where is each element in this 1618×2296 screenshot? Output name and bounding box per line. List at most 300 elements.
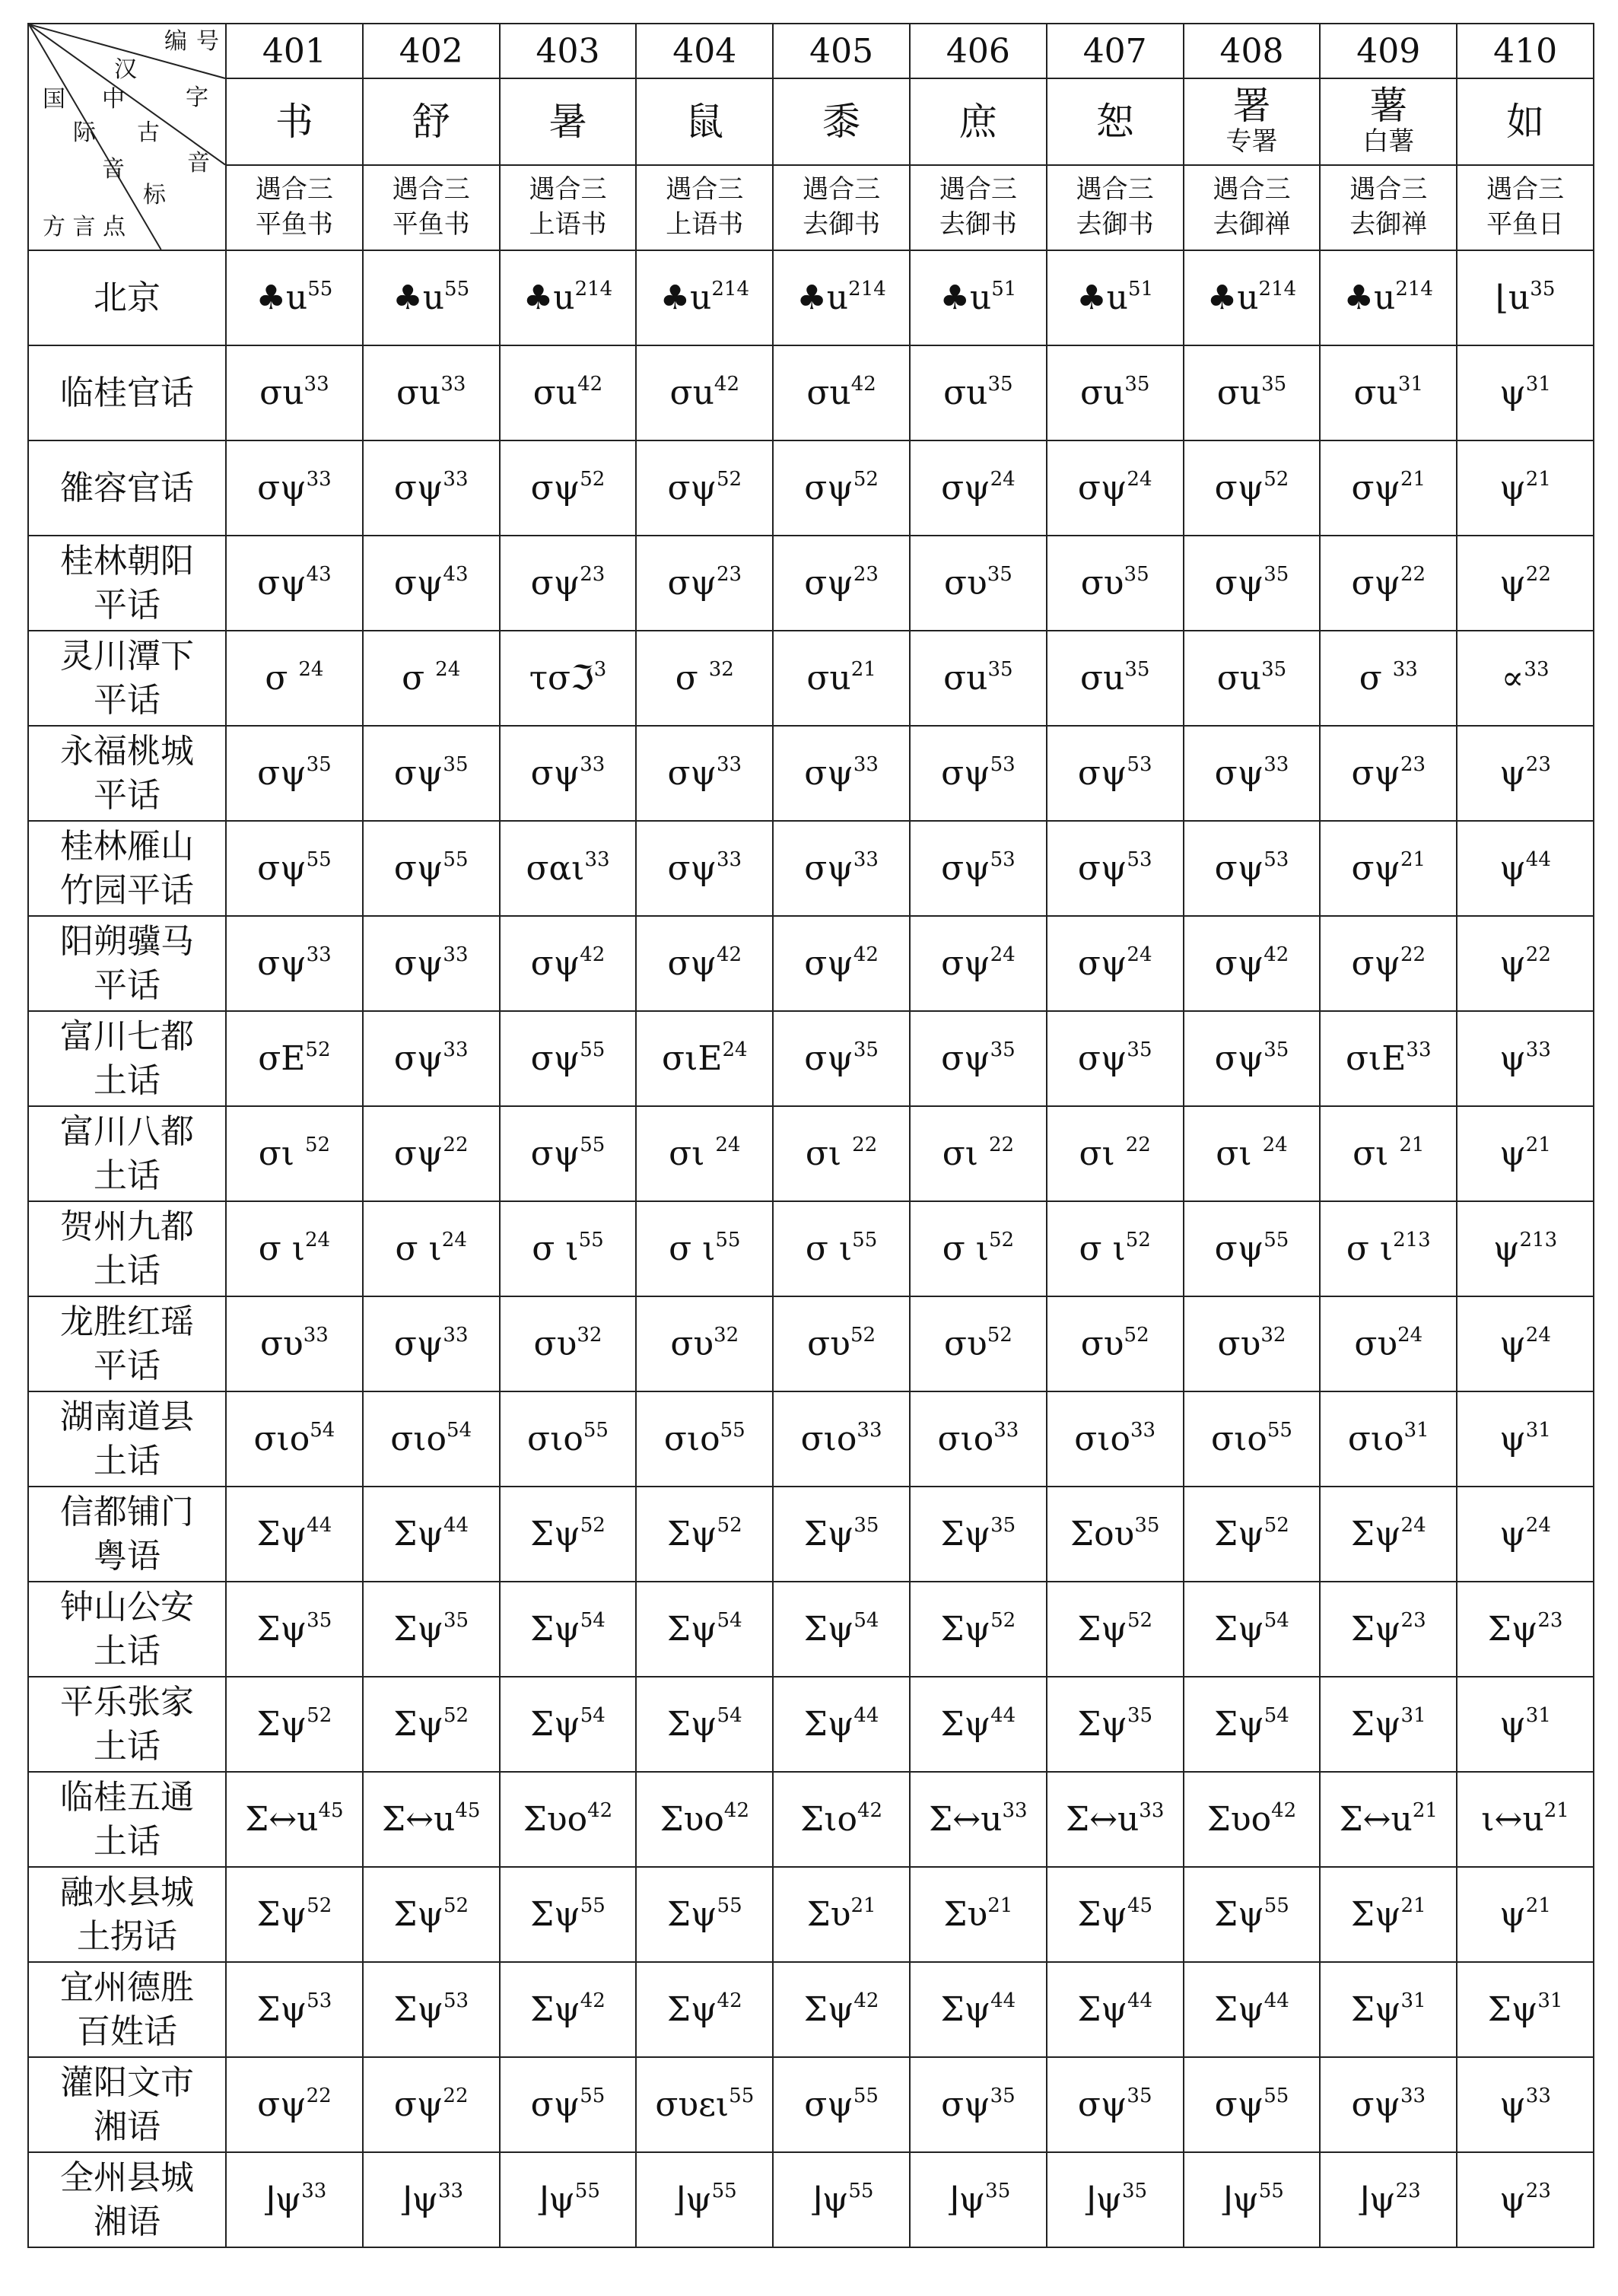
- ipa-transcription: Σψ: [1350, 1990, 1401, 2029]
- tone-value: 35: [987, 658, 1013, 681]
- pronunciation-cell: [226, 2057, 363, 2152]
- tone-value: 213: [1519, 1229, 1558, 1251]
- pronunciation-cell: [1320, 2152, 1457, 2247]
- dialect-point-line: 平话: [94, 1346, 161, 1385]
- tone-value: 24: [1525, 1324, 1551, 1347]
- tone-value: 33: [440, 373, 466, 396]
- tone-value: 43: [443, 563, 469, 586]
- pronunciation-cell: [363, 916, 500, 1011]
- tone-value: 33: [1524, 658, 1550, 681]
- table-row: [28, 1487, 1594, 1582]
- pronunciation-cell: [363, 536, 500, 631]
- ipa-transcription: σιο: [390, 1420, 447, 1458]
- column-character: [910, 78, 1047, 165]
- dialect-point-line: 宜州德胜: [60, 1968, 194, 2008]
- pronunciation-cell: [1320, 1391, 1457, 1487]
- tone-value: 22: [1400, 563, 1426, 586]
- ipa-transcription: σψ: [393, 754, 443, 793]
- column-character: [500, 78, 637, 165]
- pronunciation-cell: [500, 440, 637, 536]
- pronunciation-cell: [773, 1106, 910, 1201]
- ipa-transcription: Σψ: [1077, 1990, 1127, 2029]
- ipa-transcription: σ: [675, 659, 709, 698]
- pronunciation-cell: [363, 1391, 500, 1487]
- ipa-transcription: Σιο: [800, 1800, 857, 1839]
- dialect-point-line: 灵川潭下: [60, 637, 194, 676]
- dialect-point-line: 阳朔骥马: [60, 922, 194, 962]
- column-character: [1184, 78, 1321, 165]
- ipa-transcription: σψ: [1214, 469, 1264, 507]
- ipa-transcription: σψ: [1214, 754, 1264, 793]
- header-row-classification: [28, 165, 1594, 250]
- ipa-transcription: ♣u: [256, 278, 308, 317]
- tone-value: 35: [1127, 1038, 1152, 1061]
- ipa-transcription: Σψ: [803, 1515, 854, 1553]
- classification-line: 平鱼日: [1486, 209, 1565, 240]
- ipa-transcription: σψ: [667, 849, 717, 888]
- tone-value: 35: [1264, 563, 1289, 586]
- pronunciation-cell: [910, 536, 1047, 631]
- pronunciation-cell: [636, 2057, 773, 2152]
- ipa-transcription: σψ: [1214, 944, 1264, 983]
- pronunciation-cell: [773, 250, 910, 345]
- pronunciation-cell: [1457, 1962, 1594, 2057]
- ipa-transcription: σιο: [663, 1420, 720, 1458]
- dialect-point-line: 桂林朝阳: [60, 542, 194, 581]
- classification-line: 平鱼书: [255, 209, 333, 240]
- pronunciation-cell: [500, 1011, 637, 1106]
- classification-line: 遇合三: [392, 174, 470, 205]
- ipa-transcription: Συο: [660, 1800, 724, 1839]
- pronunciation-cell: [363, 1201, 500, 1296]
- pronunciation-cell: [500, 1677, 637, 1772]
- pronunciation-cell: [1047, 1487, 1184, 1582]
- tone-value: 35: [985, 2180, 1011, 2202]
- tone-value: 55: [444, 278, 470, 301]
- ipa-transcription: Συο: [1206, 1800, 1272, 1839]
- ipa-transcription: Σ↔u: [381, 1800, 456, 1839]
- pronunciation-cell: [363, 631, 500, 726]
- tone-value: 33: [584, 848, 610, 871]
- pronunciation-cell: [363, 345, 500, 440]
- column-character: [1320, 78, 1457, 165]
- dialect-point-line: 百姓话: [77, 2011, 177, 2051]
- tone-value: 21: [1400, 1894, 1426, 1917]
- tone-value: 35: [1264, 1038, 1289, 1061]
- tone-value: 55: [853, 2085, 879, 2107]
- classification-line: 遇合三: [939, 174, 1017, 205]
- dialect-point: [28, 2057, 226, 2152]
- tone-value: 33: [717, 753, 742, 776]
- pronunciation-cell: [500, 1296, 637, 1391]
- ipa-transcription: ♣u: [796, 278, 849, 317]
- ipa-transcription: σψ: [1351, 469, 1400, 507]
- ipa-transcription: ψ: [1499, 469, 1526, 507]
- tone-value: 42: [580, 943, 606, 966]
- column-classification: [1047, 165, 1184, 250]
- corner-word: 编: [164, 28, 187, 55]
- corner-word: 古: [137, 119, 160, 146]
- dialect-point-line: 土话: [94, 1061, 161, 1100]
- dialect-point: [28, 1106, 226, 1201]
- tone-value: 33: [437, 2180, 464, 2202]
- pronunciation-cell: [910, 1391, 1047, 1487]
- tone-value: 44: [854, 1704, 879, 1727]
- tone-value: 33: [1002, 1799, 1028, 1822]
- ipa-transcription: σψ: [804, 849, 854, 888]
- tone-value: 55: [578, 1229, 604, 1251]
- ipa-transcription: σψ: [393, 469, 443, 507]
- tone-value: 23: [1400, 1609, 1426, 1632]
- pronunciation-cell: [1320, 1677, 1457, 1772]
- column-number: 402: [363, 24, 500, 78]
- ipa-transcription: σψ: [257, 2085, 307, 2124]
- tone-value: 55: [1264, 2085, 1289, 2107]
- pronunciation-cell: [910, 1011, 1047, 1106]
- pronunciation-cell: [226, 1391, 363, 1487]
- pronunciation-cell: [1047, 2152, 1184, 2247]
- pronunciation-cell: [1047, 2057, 1184, 2152]
- tone-value: 24: [435, 658, 461, 681]
- ipa-transcription: συ: [670, 1324, 714, 1363]
- ipa-transcription: Σψ: [256, 1990, 307, 2029]
- ipa-transcription: σιο: [800, 1420, 857, 1458]
- tone-value: 23: [1525, 2180, 1551, 2202]
- tone-value: 55: [852, 1229, 878, 1251]
- pronunciation-cell: [910, 631, 1047, 726]
- ipa-transcription: σψ: [1351, 564, 1400, 603]
- ipa-transcription: Σ↔u: [929, 1800, 1003, 1839]
- tone-value: 24: [715, 1134, 741, 1156]
- tone-value: 55: [848, 2180, 874, 2202]
- ipa-transcription: σψ: [1351, 754, 1400, 793]
- pronunciation-cell: [1457, 916, 1594, 1011]
- classification-line: 遇合三: [529, 174, 607, 205]
- ipa-transcription: σψ: [1077, 944, 1127, 983]
- ipa-transcription: Σψ: [393, 1610, 443, 1649]
- dialect-point: [28, 1391, 226, 1487]
- column-character: [363, 78, 500, 165]
- pronunciation-cell: [363, 2152, 500, 2247]
- pronunciation-cell: [910, 250, 1047, 345]
- tone-value: 23: [1537, 1609, 1563, 1632]
- ipa-transcription: σu: [1216, 374, 1262, 412]
- tone-value: 31: [1525, 1419, 1551, 1442]
- ipa-transcription: σψ: [393, 1039, 443, 1078]
- ipa-transcription: σιE: [1346, 1039, 1407, 1078]
- classification-line: 去御禅: [1213, 209, 1291, 240]
- dialect-point: [28, 631, 226, 726]
- tone-value: 44: [1264, 1989, 1289, 2012]
- dialect-point-line: 粤语: [94, 1536, 161, 1576]
- pronunciation-cell: [1047, 440, 1184, 536]
- tone-value: 52: [304, 1134, 331, 1156]
- tone-value: 54: [447, 1419, 472, 1442]
- corner-word: 国: [43, 86, 65, 113]
- ipa-transcription: σψ: [1077, 754, 1127, 793]
- tone-value: 35: [307, 1609, 332, 1632]
- tone-value: 33: [857, 1419, 882, 1442]
- pronunciation-cell: [226, 726, 363, 821]
- ipa-transcription: σψ: [530, 1134, 580, 1173]
- pronunciation-cell: [1457, 345, 1594, 440]
- tone-value: 23: [1525, 753, 1551, 776]
- character-glyph: 薯: [1369, 84, 1408, 129]
- tone-value: 55: [715, 1229, 741, 1251]
- ipa-transcription: Σψ: [1214, 1610, 1264, 1649]
- dialect-point: [28, 1011, 226, 1106]
- pronunciation-cell: [773, 1296, 910, 1391]
- ipa-transcription: σψ: [1214, 1229, 1264, 1268]
- ipa-transcription: σψ: [393, 1324, 443, 1363]
- dialect-point-line: 湖南道县: [60, 1398, 194, 1437]
- pronunciation-cell: [910, 345, 1047, 440]
- pronunciation-cell: [773, 1677, 910, 1772]
- ipa-transcription: σιο: [1074, 1420, 1131, 1458]
- tone-value: 44: [1127, 1989, 1153, 2012]
- ipa-transcription: σ: [265, 659, 299, 698]
- dialect-point: [28, 1962, 226, 2057]
- pronunciation-cell: [910, 1677, 1047, 1772]
- ipa-transcription: σ ι: [669, 1229, 716, 1268]
- ipa-transcription: συ: [807, 1324, 850, 1363]
- ipa-transcription: σψ: [804, 469, 854, 507]
- ipa-transcription: σψ: [257, 944, 307, 983]
- tone-value: 31: [1400, 1704, 1426, 1727]
- table-row: [28, 1391, 1594, 1487]
- tone-value: 33: [993, 1419, 1019, 1442]
- ipa-transcription: Σ↔u: [1065, 1800, 1140, 1839]
- dialect-point-line: 临桂官话: [60, 373, 194, 412]
- tone-value: 55: [1258, 2180, 1284, 2202]
- tone-value: 24: [990, 468, 1016, 491]
- tone-value: 53: [990, 753, 1016, 776]
- table-row: [28, 2057, 1594, 2152]
- ipa-transcription: σι: [1079, 1134, 1126, 1173]
- tone-value: 32: [708, 658, 734, 681]
- ipa-transcription: σι: [805, 1134, 853, 1173]
- ipa-transcription: σψ: [1351, 2085, 1400, 2124]
- pronunciation-cell: [1457, 1677, 1594, 1772]
- table-row: [28, 631, 1594, 726]
- pronunciation-cell: [1320, 440, 1457, 536]
- dialect-point-line: 平话: [94, 965, 161, 1005]
- pronunciation-cell: [910, 1106, 1047, 1201]
- tone-value: 213: [1393, 1229, 1431, 1251]
- tone-value: 53: [990, 848, 1016, 871]
- ipa-transcription: σu: [259, 374, 304, 412]
- pronunciation-cell: [1047, 1296, 1184, 1391]
- dialect-point-line: 全州县城: [60, 2158, 194, 2198]
- tone-value: 42: [1271, 1799, 1297, 1822]
- ipa-transcription: σu: [943, 659, 988, 698]
- ipa-transcription: σψ: [804, 1039, 854, 1078]
- tone-value: 52: [443, 1704, 469, 1727]
- ipa-transcription: συ: [533, 1324, 577, 1363]
- pronunciation-cell: [636, 1962, 773, 2057]
- tone-value: 35: [990, 2085, 1016, 2107]
- tone-value: 42: [853, 943, 879, 966]
- dialect-point-line: 土话: [94, 1156, 161, 1195]
- character-note: 专署: [1225, 126, 1278, 157]
- ipa-transcription: Σψ: [530, 1610, 580, 1649]
- classification-line: 遇合三: [255, 174, 333, 205]
- pronunciation-cell: [363, 726, 500, 821]
- ipa-transcription: Σψ: [393, 1705, 443, 1744]
- pronunciation-cell: [1457, 726, 1594, 821]
- ipa-transcription: ♣u: [1206, 278, 1259, 317]
- pronunciation-cell: [1047, 821, 1184, 916]
- tone-value: 33: [853, 848, 879, 871]
- ipa-transcription: ψ: [1499, 944, 1526, 983]
- tone-value: 35: [443, 753, 469, 776]
- pronunciation-cell: [1320, 916, 1457, 1011]
- ipa-transcription: σψ: [530, 2085, 580, 2124]
- tone-value: 24: [298, 658, 324, 681]
- pronunciation-cell: [636, 1011, 773, 1106]
- pronunciation-cell: [910, 440, 1047, 536]
- tone-value: 33: [1400, 2085, 1426, 2107]
- pronunciation-cell: [1184, 1296, 1321, 1391]
- tone-value: 52: [1264, 1514, 1289, 1537]
- pronunciation-cell: [1047, 1391, 1184, 1487]
- ipa-transcription: σ: [1359, 659, 1393, 698]
- pronunciation-cell: [910, 1772, 1047, 1867]
- tone-value: 55: [729, 2085, 755, 2107]
- corner-word: 音: [102, 156, 125, 183]
- ipa-transcription: συ: [1080, 564, 1124, 603]
- dialect-point: [28, 1201, 226, 1296]
- tone-value: 42: [717, 1989, 742, 2012]
- tone-value: 55: [1264, 1894, 1289, 1917]
- pronunciation-cell: [500, 250, 637, 345]
- tone-value: 44: [443, 1514, 469, 1537]
- classification-line: 遇合三: [666, 174, 744, 205]
- tone-value: 52: [1264, 468, 1289, 491]
- pronunciation-cell: [773, 2152, 910, 2247]
- ipa-transcription: ψ: [1499, 1039, 1526, 1078]
- ipa-transcription: Σψ: [666, 1610, 717, 1649]
- pronunciation-cell: [226, 1867, 363, 1962]
- classification-line: 去御书: [939, 209, 1017, 240]
- ipa-transcription: ψ: [1499, 2085, 1526, 2124]
- tone-value: 35: [1127, 2085, 1152, 2107]
- tone-value: 52: [853, 468, 879, 491]
- tone-value: 22: [1525, 563, 1551, 586]
- tone-value: 22: [852, 1134, 878, 1156]
- ipa-transcription: Συο: [523, 1800, 588, 1839]
- pronunciation-cell: [1184, 250, 1321, 345]
- dialect-point-line: 竹园平话: [60, 870, 194, 910]
- pronunciation-cell: [636, 1582, 773, 1677]
- tone-value: 214: [1395, 278, 1433, 301]
- tone-value: 54: [1264, 1609, 1289, 1632]
- pronunciation-cell: [1457, 440, 1594, 536]
- tone-value: 42: [717, 943, 742, 966]
- ipa-transcription: σ ι: [395, 1229, 442, 1268]
- column-classification: [1320, 165, 1457, 250]
- tone-value: 53: [443, 1989, 469, 2012]
- table-row: [28, 726, 1594, 821]
- ipa-transcription: συει: [655, 2085, 730, 2124]
- pronunciation-cell: [773, 1391, 910, 1487]
- ipa-transcription: ⌊u: [1495, 278, 1531, 317]
- tone-value: 33: [306, 468, 332, 491]
- pronunciation-cell: [1047, 726, 1184, 821]
- ipa-transcription: ⌋ψ: [262, 2180, 302, 2219]
- dialect-point-line: 北京: [94, 278, 161, 317]
- ipa-transcription: σψ: [941, 2085, 990, 2124]
- pronunciation-cell: [1320, 250, 1457, 345]
- pronunciation-cell: [363, 1962, 500, 2057]
- character-glyph: 庶: [958, 99, 997, 144]
- pronunciation-cell: [1047, 1106, 1184, 1201]
- character-glyph: 书: [275, 99, 313, 144]
- pronunciation-cell: [773, 1201, 910, 1296]
- pronunciation-cell: [1457, 1011, 1594, 1106]
- ipa-transcription: σψ: [941, 1039, 990, 1078]
- tone-value: 54: [580, 1704, 606, 1727]
- tone-value: 33: [1392, 658, 1418, 681]
- dialect-point-line: 桂林雁山: [60, 827, 194, 867]
- dialect-point: [28, 536, 226, 631]
- classification-line: 遇合三: [1349, 174, 1428, 205]
- ipa-transcription: σ ι: [258, 1229, 305, 1268]
- pronunciation-cell: [636, 916, 773, 1011]
- ipa-transcription: σψ: [530, 1039, 580, 1078]
- ipa-transcription: Σψ: [530, 1895, 580, 1934]
- dialect-point: [28, 1487, 226, 1582]
- pronunciation-cell: [363, 1772, 500, 1867]
- classification-line: 去御书: [1076, 209, 1154, 240]
- pronunciation-cell: [1184, 1487, 1321, 1582]
- tone-value: 55: [711, 2180, 737, 2202]
- ipa-transcription: σψ: [941, 754, 990, 793]
- ipa-transcription: σψ: [667, 754, 717, 793]
- pronunciation-cell: [636, 1106, 773, 1201]
- pronunciation-cell: [1184, 1962, 1321, 2057]
- ipa-transcription: Σψ: [1077, 1895, 1127, 1934]
- pronunciation-cell: [1320, 821, 1457, 916]
- pronunciation-cell: [910, 916, 1047, 1011]
- tone-value: 21: [1400, 848, 1426, 871]
- tone-value: 31: [1403, 1419, 1429, 1442]
- ipa-transcription: σψ: [1214, 849, 1264, 888]
- tone-value: 33: [306, 943, 332, 966]
- character-glyph: 鼠: [685, 99, 724, 144]
- pronunciation-cell: [226, 440, 363, 536]
- ipa-transcription: Σψ: [666, 1895, 717, 1934]
- tone-value: 55: [443, 848, 469, 871]
- pronunciation-cell: [500, 821, 637, 916]
- ipa-transcription: ψ: [1499, 849, 1526, 888]
- tone-value: 22: [988, 1134, 1015, 1156]
- pronunciation-cell: [226, 345, 363, 440]
- table-row: [28, 1201, 1594, 1296]
- ipa-transcription: Σψ: [256, 1705, 307, 1744]
- pronunciation-cell: [500, 1391, 637, 1487]
- tone-value: 24: [990, 943, 1016, 966]
- pronunciation-cell: [773, 726, 910, 821]
- ipa-transcription: σι: [258, 1134, 305, 1173]
- classification-line: 遇合三: [1486, 174, 1565, 205]
- tone-value: 42: [857, 1799, 883, 1822]
- pronunciation-cell: [500, 1487, 637, 1582]
- tone-value: 42: [854, 1989, 879, 2012]
- ipa-transcription: σψ: [1214, 1039, 1264, 1078]
- pronunciation-cell: [636, 631, 773, 726]
- ipa-transcription: σψ: [257, 849, 307, 888]
